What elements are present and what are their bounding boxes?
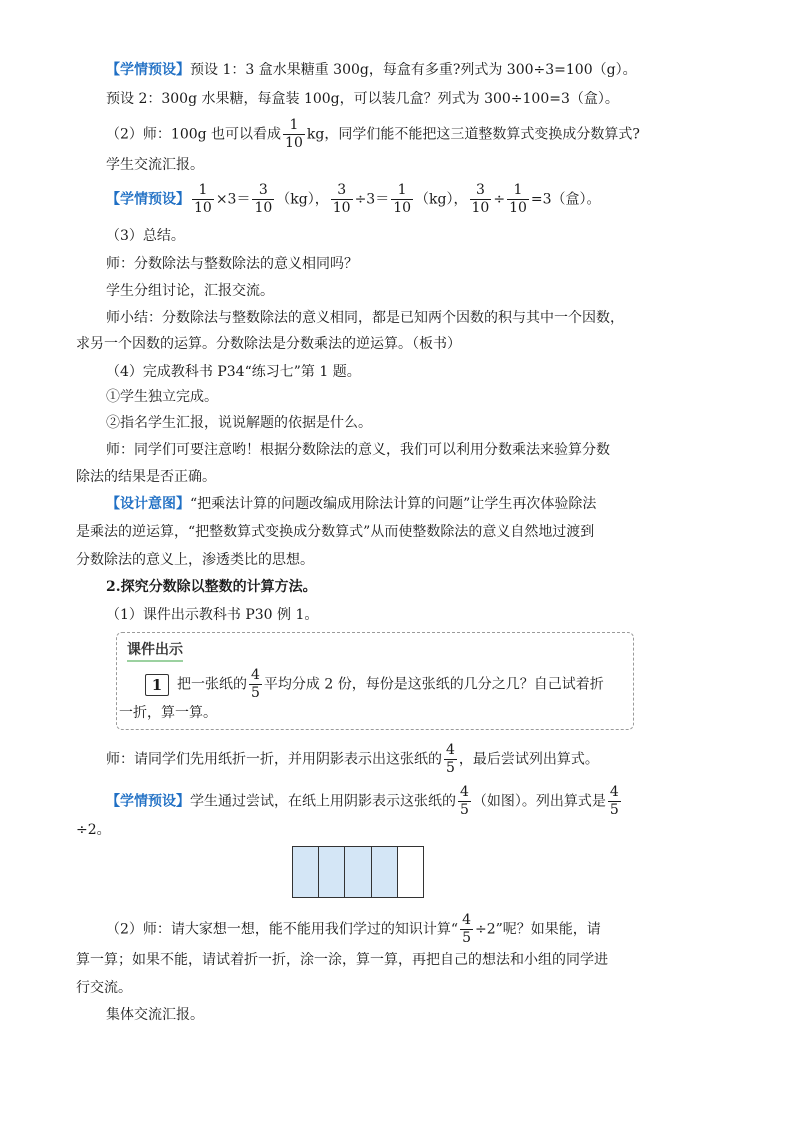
xueqing-tag: 【学情预设】 [106, 62, 190, 78]
text-line: （4）完成教科书 P34“练习七”第 1 题。 [106, 364, 361, 380]
text-line [106, 117, 640, 152]
line-text: （如图）。列出算式是 [472, 793, 606, 810]
text-line: 求另一个因数的运算。分数除法是分数乘法的逆运算。（板书） [76, 336, 461, 352]
fraction-denominator: 5 [460, 802, 469, 818]
line-text: =3（盒）。 [530, 191, 601, 208]
text-line: ①学生独立完成。 [106, 389, 218, 405]
text-line: 师：同学们可要注意哟！根据分数除法的意义，我们可以利用分数乘法来验算分数 [106, 442, 610, 458]
text-line: （1）课件出示教科书 P30 例 1。 [106, 607, 319, 623]
fraction [444, 742, 457, 777]
fraction-numerator: 4 [609, 784, 619, 800]
fraction [458, 784, 471, 819]
text-line: 集体交流汇报。 [106, 1007, 204, 1023]
text-line: 预设 2：300g 水果糖，每盒装 100g，可以装几盒？列式为 300÷100=3（盒）。 [106, 91, 619, 107]
text-line [106, 60, 637, 80]
fraction-numerator: 1 [513, 182, 523, 198]
line-text: （2）师：100g 也可以看成 [106, 126, 282, 143]
paper-unshaded-section [398, 847, 423, 897]
fraction-denominator: 10 [393, 200, 412, 216]
fraction-denominator: 10 [194, 200, 212, 216]
fraction-numerator: 3 [337, 182, 347, 198]
fraction-numerator: 3 [258, 182, 268, 198]
fraction [507, 182, 529, 217]
section-heading: 2.探究分数除以整数的计算方法。 [106, 579, 317, 595]
xueqing-tag: 【学情预设】 [106, 191, 190, 208]
text-line: 除法的结果是否正确。 [76, 469, 216, 485]
fraction-numerator: 4 [251, 667, 260, 683]
fraction [192, 182, 214, 217]
fraction [391, 182, 413, 217]
text-line: ②指名学生汇报，说说解题的依据是什么。 [106, 415, 372, 431]
fraction-denominator: 5 [446, 760, 455, 776]
fraction-denominator: 10 [509, 200, 527, 216]
line-text: （kg）， [415, 191, 468, 208]
text-line: 分数除法的意义上，渗透类比的思想。 [76, 552, 314, 568]
line-text: kg，同学们能不能把这三道整数算式变换成分数算式? [306, 126, 640, 143]
callout-text-line [145, 667, 604, 702]
text-line: 算一算；如果不能，请试着折一折，涂一涂，算一算，再把自己的想法和小组的同学进 [76, 952, 608, 968]
callout-text: 平均分成 2 份，每份是这张纸的几分之几？自己试着折 [263, 676, 604, 693]
text-line [106, 784, 623, 819]
fraction-denominator: 10 [471, 200, 490, 216]
fraction [608, 784, 621, 819]
text-line [106, 742, 599, 777]
paper-shaded-section [319, 847, 345, 897]
sheji-tag: 【设计意图】 [106, 496, 190, 512]
paper-shaded-section [293, 847, 319, 897]
fraction [283, 117, 305, 152]
fraction-numerator: 1 [198, 182, 208, 198]
text-line: 师：分数除法与整数除法的意义相同吗？ [106, 256, 358, 272]
fraction-numerator: 1 [289, 117, 299, 133]
text-line [106, 182, 601, 217]
fraction-denominator: 10 [254, 200, 273, 216]
text-line [106, 912, 601, 947]
text-line: 学生交流汇报。 [106, 157, 204, 173]
fraction [249, 667, 262, 702]
fraction-numerator: 4 [462, 912, 471, 928]
line-text: 学生通过尝试，在纸上用阴影表示这张纸的 [190, 793, 456, 810]
fraction-denominator: 10 [332, 200, 351, 216]
line-text: 预设 1：3 盒水果糖重 300g，每盒有多重?列式为 300÷3=100（g）。 [190, 62, 637, 78]
line-text: （2）师：请大家想一想，能不能用我们学过的知识计算“ [106, 921, 459, 938]
fraction-denominator: 10 [285, 135, 303, 151]
fraction-numerator: 3 [475, 182, 485, 198]
fraction-denominator: 5 [462, 930, 471, 946]
text-line: 师小结：分数除法与整数除法的意义相同，都是已知两个因数的积与其中一个因数， [106, 310, 624, 326]
callout-text: 把一张纸的 [177, 676, 247, 693]
text-line: ÷2。 [76, 822, 111, 838]
callout-text-line: 一折，算一算。 [119, 705, 217, 721]
paper-shaded-section [372, 847, 398, 897]
line-text: ÷3＝ [354, 191, 390, 208]
line-text: ，最后尝试列出算式。 [458, 751, 599, 768]
text-line: 行交流。 [76, 980, 132, 996]
xueqing-tag: 【学情预设】 [106, 793, 190, 810]
folded-paper-figure [292, 846, 424, 898]
fraction [470, 182, 492, 217]
line-text: ×3＝ [215, 191, 251, 208]
fraction-numerator: 4 [446, 742, 455, 758]
text-line [106, 494, 596, 514]
line-text: （kg）， [276, 191, 329, 208]
fraction-denominator: 5 [251, 685, 260, 701]
line-text: ÷2”呢？如果能，请 [475, 921, 601, 938]
line-text: “把乘法计算的问题改编成用除法计算的问题”让学生再次体验除法 [190, 496, 597, 512]
text-line: 是乘法的逆运算，“把整数算式变换成分数算式”从而使整数除法的意义自然地过渡到 [76, 524, 595, 540]
fraction [252, 182, 274, 217]
line-text: ÷ [493, 191, 506, 208]
fraction-numerator: 4 [460, 784, 469, 800]
text-line: 学生分组讨论，汇报交流。 [106, 283, 274, 299]
fraction [460, 912, 473, 947]
fraction [331, 182, 353, 217]
fraction-numerator: 1 [397, 182, 407, 198]
courseware-callout [116, 632, 634, 730]
example-number-icon: 1 [145, 674, 169, 696]
fraction-denominator: 5 [609, 802, 619, 818]
line-text: 师：请同学们先用纸折一折，并用阴影表示出这张纸的 [106, 751, 442, 768]
callout-title: 课件出示 [127, 639, 183, 662]
paper-shaded-section [345, 847, 371, 897]
text-line: （3）总结。 [106, 228, 185, 244]
